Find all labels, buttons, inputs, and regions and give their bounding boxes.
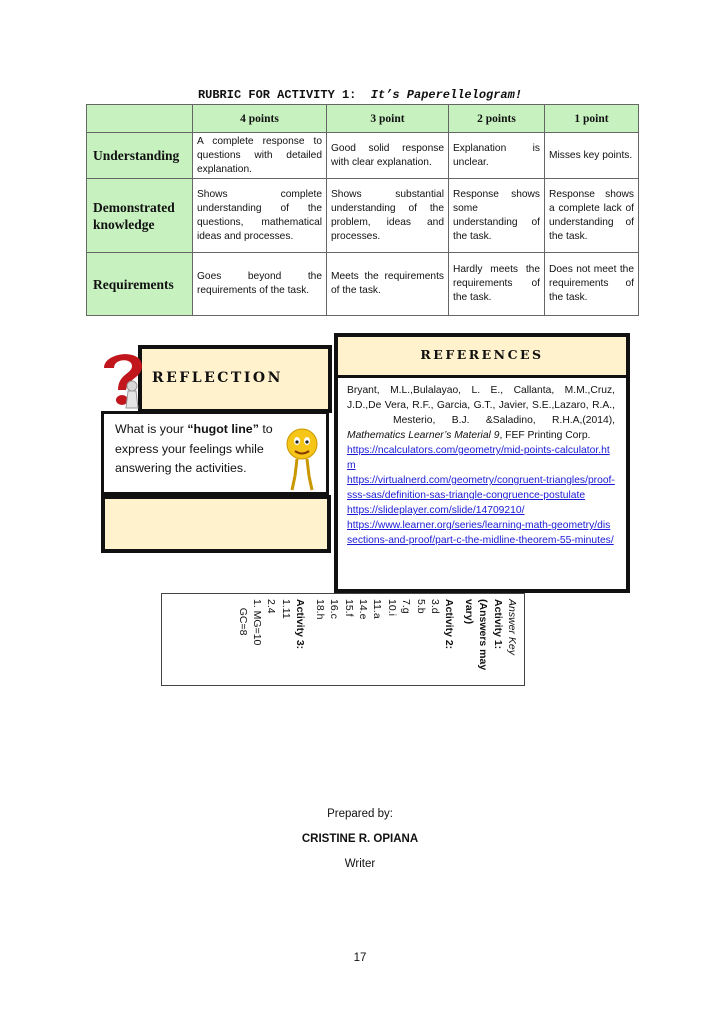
hugot-prompt-text: to express your feelings while answering the activities. [115, 422, 273, 475]
criterion-knowledge: Demonstrated knowledge [87, 179, 193, 253]
answer-item: 10.i [385, 599, 398, 616]
rubric-header-4: 4 points [193, 105, 327, 133]
page-number: 17 [353, 952, 367, 964]
reference-link[interactable]: https://ncalculators.com/geometry/mid-points-calculator.htm [347, 445, 610, 471]
rubric-cell: Meets the requirements of the task. [327, 253, 449, 316]
activity1-note: vary) [462, 599, 475, 625]
rubric-header-row [87, 105, 639, 133]
rubric-header-1: 1 point [545, 105, 639, 133]
rubric-cell: Response shows some understanding of the task. [449, 179, 545, 253]
emoji-character-icon [284, 424, 320, 492]
hugot-line-emphasis: “hugot line” [187, 422, 259, 436]
citation-line: Bryant, M.L.,Bulalayao, L. E., Callanta, M.M.,Cruz, [347, 385, 615, 396]
activity1-note: (Answers may [477, 599, 490, 671]
rubric-header-3: 3 point [327, 105, 449, 133]
answer-item: 3.d [428, 599, 441, 614]
activity2-label: Activity 2: [443, 599, 456, 650]
answer-key-title: Answer Key [506, 599, 518, 656]
activity3-label: Activity 3: [294, 599, 307, 650]
publisher: , FEF Printing Corp. [499, 430, 591, 441]
rubric-cell: Explanation is unclear. [449, 133, 545, 179]
rubric-header-2: 2 points [449, 105, 545, 133]
references-list [347, 383, 615, 548]
answer-item: 1. MG=10 [251, 599, 264, 646]
rubric-row-understanding [87, 133, 639, 179]
answer-item: 16.c [328, 599, 341, 619]
author-role: Writer [344, 858, 376, 870]
book-title: Mathematics Learner’s Material 9 [347, 430, 500, 441]
citation-line: Mesterio, B.J. &Saladino, R.H.A,(2014), [393, 415, 615, 426]
references-title: REFERENCES [420, 347, 544, 362]
reflection-title: REFLECTION [152, 370, 283, 386]
criterion-requirements: Requirements [87, 253, 193, 316]
criterion-understanding: Understanding [87, 133, 193, 179]
answer-item: 14.e [356, 599, 369, 620]
rubric-cell: A complete response to questions with detailed explanation. [193, 133, 327, 179]
rubric-cell: Shows substantial understanding of the problem, ideas and processes. [327, 179, 449, 253]
answer-key-content [157, 599, 519, 689]
answer-item: 18.h [313, 599, 326, 620]
reference-link[interactable]: https://virtualnerd.com/geometry/congruent-triangles/proof-sss-sas/definition-sas-triangle-congruence-postulate [347, 475, 615, 501]
answer-item: 2.4 [265, 599, 278, 614]
rubric-header-blank [87, 105, 193, 133]
rubric-cell: Good solid response with clear explanation. [327, 133, 449, 179]
rubric-title-sub: It’s Paperellelogram! [370, 88, 523, 102]
answer-item: 11.a [371, 599, 384, 619]
hugot-prompt [115, 420, 295, 479]
rubric-title-main: RUBRIC FOR ACTIVITY 1: [197, 88, 357, 102]
hugot-prompt-text: What is your [115, 422, 188, 436]
reflection-answer-box[interactable] [101, 495, 331, 553]
rubric-title [150, 88, 570, 102]
rubric-cell: Goes beyond the requirements of the task. [193, 253, 327, 316]
answer-item: 5.b [414, 599, 427, 614]
answer-item: GC=8 [236, 599, 249, 636]
author-name: CRISTINE R. OPIANA [301, 833, 419, 845]
rubric-cell: Misses key points. [545, 133, 639, 179]
rubric-cell: Response shows a complete lack of understanding of the task. [545, 179, 639, 253]
rubric-table [86, 104, 639, 316]
question-mark-icon [98, 346, 148, 410]
answer-item: 15.f [342, 599, 355, 617]
answer-item: 1.11 [279, 599, 292, 619]
reference-link[interactable]: https://slideplayer.com/slide/14709210/ [347, 505, 525, 516]
reference-link[interactable]: https://www.learner.org/series/learning-math-geometry/dissections-and-proof/part-c-the-midline-theorem-55-minutes/ [347, 520, 614, 546]
activity1-label: Activity 1: [491, 599, 504, 650]
rubric-row-knowledge [87, 179, 639, 253]
answer-item: 7.g [400, 599, 413, 614]
rubric-cell: Does not meet the requirements of the task. [545, 253, 639, 316]
rubric-cell: Shows complete understanding of the questions, mathematical ideas and processes. [193, 179, 327, 253]
prepared-by-label: Prepared by: [327, 808, 393, 820]
citation-line: J.D.,De Vera, R.F., Garcia, G.T., Javier, S.E.,Lazaro, R.A., [347, 400, 615, 411]
rubric-row-requirements [87, 253, 639, 316]
rubric-cell: Hardly meets the requirements of the task. [449, 253, 545, 316]
